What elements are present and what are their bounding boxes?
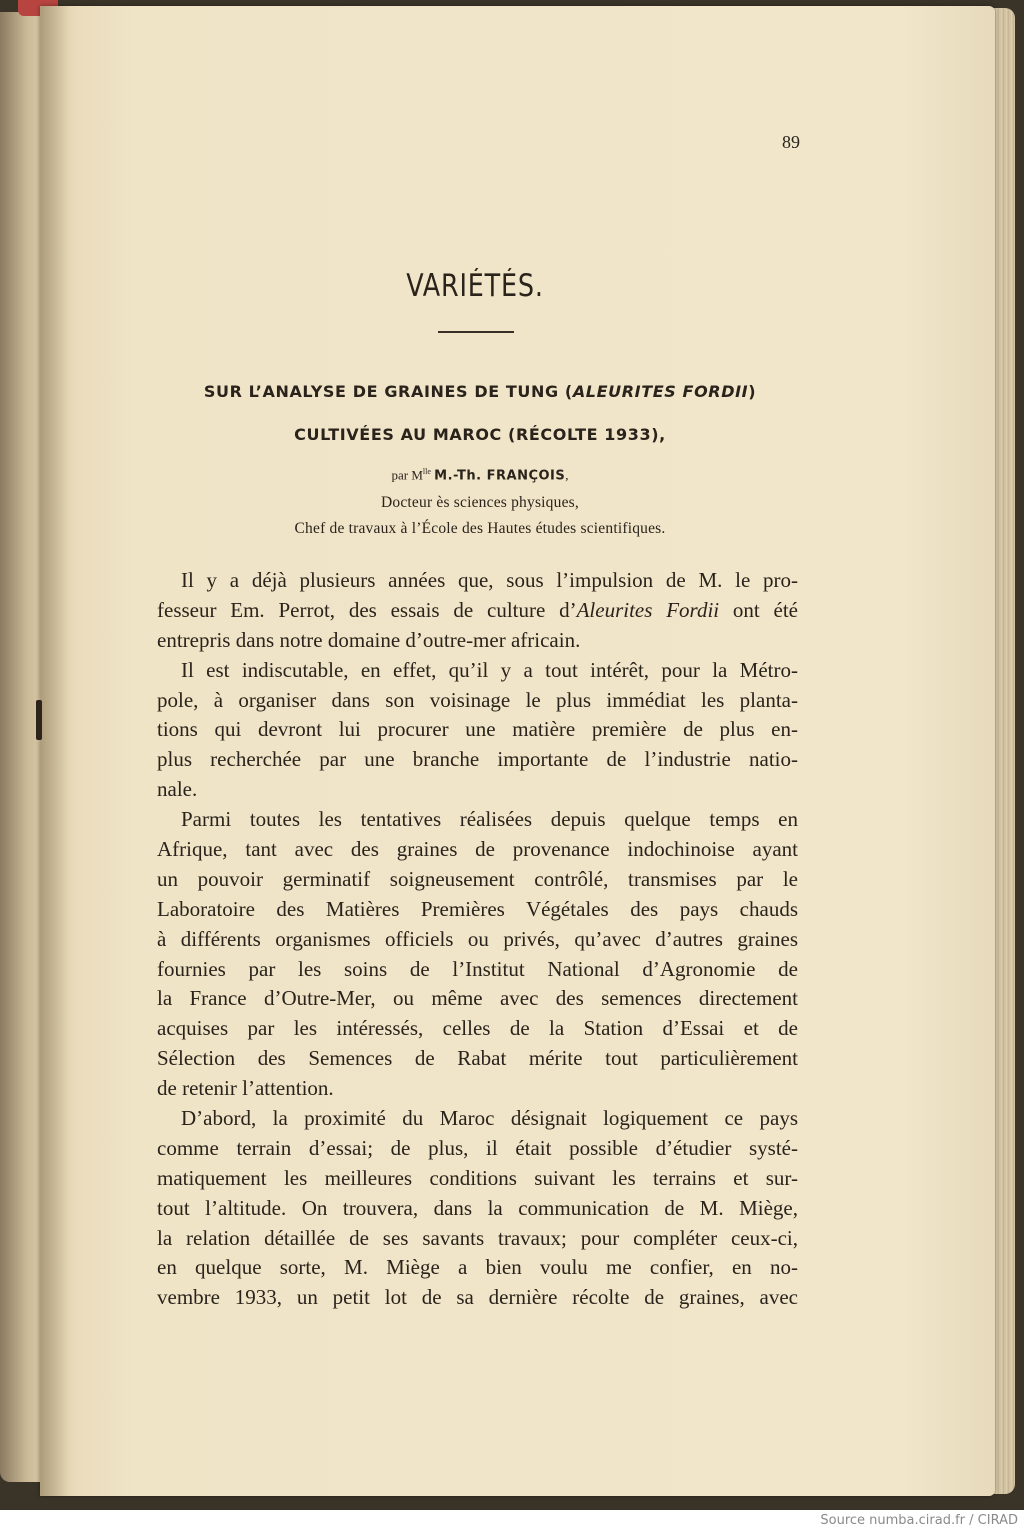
paragraph-4: D’abord, la proximité du Maroc désignait logiquement ce pays comme terrain d’essai; de plus, il était possible d’étudier systé- matiquement les meilleures conditions suivant les terrains et sur- tout l’altitude. On trouvera, dans la communication de M. Miège, la relation détaillée de ses savants travaux; pour compléter ceux-ci, en quelque sorte, M. Miège a bien voulu me confier, en no- vembre 1933, un petit lot de sa dernière récolte de graines, avec	[157, 1106, 798, 1310]
article-title-line-1: SUR L’ANALYSE DE GRAINES DE TUNG (ALEURITES FORDII)	[203, 382, 757, 401]
paragraph-2: Il est indiscutable, en effet, qu’il y a tout intérêt, pour la Métro- pole, à organiser dans son voisinage le plus immédiat les planta- tions qui devront lui procurer une matière première de plus en- plus recherchée par une branche importante de l’industrie natio- nale.	[157, 657, 798, 802]
author-name: M.-Th. FRANÇOIS	[434, 468, 566, 484]
source-credit: Source numba.cirad.fr / CIRAD	[820, 1513, 1018, 1528]
section-title: VARIÉTÉS.	[406, 268, 544, 304]
paragraph-1: Il y a déjà plusieurs années que, sous l’impulsion de M. le pro- fesseur Em. Perrot, des essais de culture d’Aleurites Fordii ont été entrepris dans notre domaine d’outre-mer africain.	[157, 568, 798, 652]
species-name: ALEURITES FORDII	[572, 382, 749, 401]
page-number: 89	[782, 132, 800, 152]
body-text	[157, 566, 798, 1313]
article-title-line-2: CULTIVÉES AU MAROC (RÉCOLTE 1933),	[294, 425, 666, 444]
title-divider	[438, 331, 514, 333]
affiliation-line-1: Docteur ès sciences physiques,	[381, 494, 579, 511]
species-name-inline: Aleurites Fordii	[576, 597, 720, 622]
paragraph-3: Parmi toutes les tentatives réalisées depuis quelque temps en Afrique, tant avec des graines de provenance indochinoise ayant un pouvoir germinatif soigneusement contrôlé, transmises par le Laboratoire des Matières Premières Végétales des pays chauds à différents organismes officiels ou privés, qu’avec d’autres graines fournies par les soins de l’Institut National d’Agronomie de la France d’Outre-Mer, ou même avec des semences directement acquises par les intéressés, celles de la Station d’Essai et de Sélection des Semences de Rabat mérite tout particulièrement de retenir l’attention.	[157, 807, 798, 1101]
byline: par $M^{lle}$ M.-Th. FRANÇOIS,	[391, 467, 569, 484]
affiliation-line-2: Chef de travaux à l’École des Hautes études scientifiques.	[294, 520, 666, 537]
